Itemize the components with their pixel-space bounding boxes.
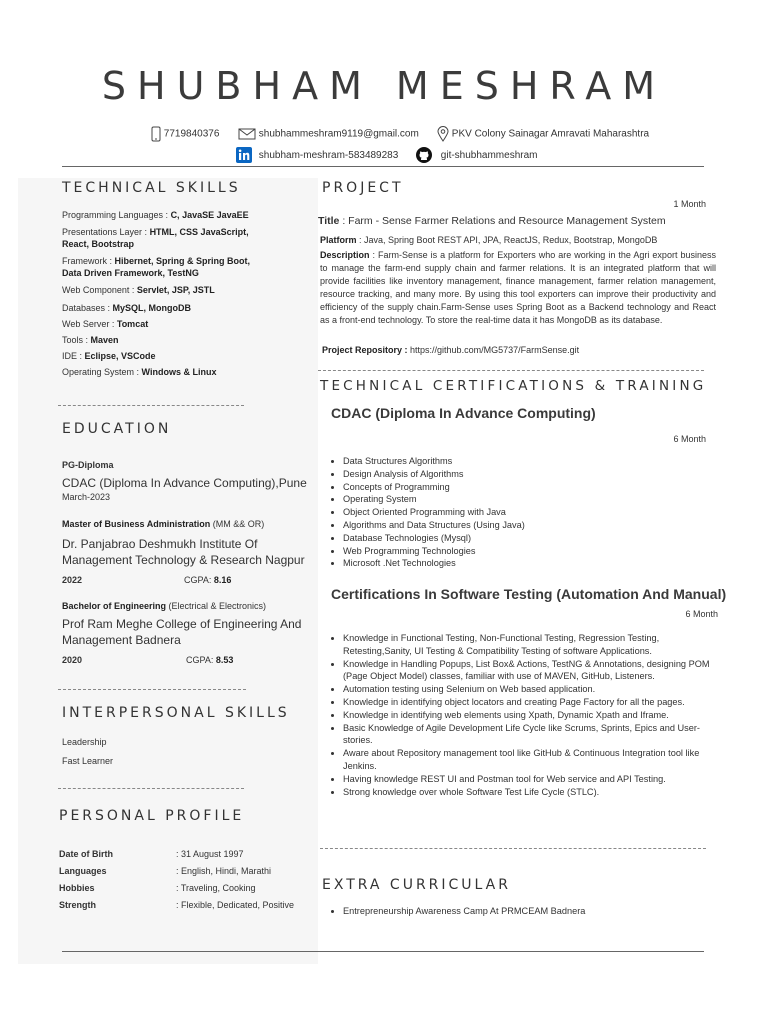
be-title: Bachelor of Engineering (Electrical & Electronics): [62, 601, 267, 611]
mba-cgpa: CGPA: 8.16: [184, 575, 232, 585]
section-divider: [58, 788, 244, 789]
profile-value-dob: : 31 August 1997: [176, 849, 244, 859]
list-item: • Aware about Repository management tool like GitHub & Continuous Integration tool like Jenkins.: [343, 747, 723, 773]
section-divider: [318, 370, 704, 371]
linkedin-handle[interactable]: shubham-meshram-583489283: [258, 149, 399, 161]
list-item: • Knowledge in Functional Testing, Non-Functional Testing, Regression Testing, Retesting,Sanity, UI Testing & Compatibility Testing of software Applications.: [343, 632, 723, 658]
education-heading: EDUCATION: [62, 421, 172, 437]
skill-item: Operating System : Windows & Linux: [62, 367, 217, 377]
section-divider: [58, 405, 244, 406]
phone-icon: [151, 126, 161, 142]
list-item: • Strong knowledge over whole Software Test Life Cycle (STLC).: [343, 786, 723, 799]
skill-item: Presentations Layer : HTML, CSS JavaScript, React, Bootstrap: [62, 227, 249, 249]
list-item: • Knowledge in identifying web elements using Xpath, Dynamic Xpath and Iframe.: [343, 709, 723, 722]
extra-curricular-list: [331, 905, 713, 918]
be-cgpa: CGPA: 8.53: [186, 655, 234, 665]
github-icon: [416, 147, 432, 163]
location-pin-icon: [437, 126, 449, 142]
project-duration: 1 Month: [673, 199, 706, 209]
github-handle[interactable]: git-shubhammeshram: [440, 149, 538, 161]
profile-label-dob: Date of Birth: [59, 849, 113, 859]
email-address[interactable]: shubhammeshram9119@gmail.com: [258, 128, 419, 140]
list-item: • Design Analysis of Algorithms: [343, 468, 713, 481]
profile-value-strength: : Flexible, Dedicated, Positive: [176, 900, 295, 910]
interpersonal-item: Leadership: [62, 737, 107, 747]
testing-title: Certifications In Software Testing (Automation And Manual): [331, 586, 727, 602]
certifications-heading: TECHNICAL CERTIFICATIONS & TRAINING: [320, 378, 707, 394]
address-text: PKV Colony Sainagar Amravati Maharashtra: [451, 128, 650, 140]
address-contact: [437, 126, 649, 142]
profile-value-languages: : English, Hindi, Marathi: [176, 866, 272, 876]
personal-profile-heading: PERSONAL PROFILE: [59, 808, 245, 824]
skill-item: Web Server : Tomcat: [62, 319, 149, 329]
testing-duration: 6 Month: [685, 609, 718, 619]
repository-link[interactable]: https://github.com/MG5737/FarmSense.git: [410, 345, 580, 355]
cdac-title: CDAC (Diploma In Advance Computing): [331, 405, 596, 421]
list-item: • Operating System: [343, 493, 713, 506]
skill-item: Databases : MySQL, MongoDB: [62, 303, 192, 313]
list-item: • Knowledge in identifying object locators and creating Page Factory for all the pages.: [343, 696, 723, 709]
profile-label-strength: Strength: [59, 900, 96, 910]
technical-skills-heading: TECHNICAL SKILLS: [62, 180, 241, 196]
skill-item: Programming Languages : C, JavaSE JavaEE: [62, 210, 249, 220]
list-item: • Concepts of Programming: [343, 481, 713, 494]
interpersonal-item: Fast Learner: [62, 756, 114, 766]
list-item: • Having knowledge REST UI and Postman tool for Web service and API Testing.: [343, 773, 723, 786]
pg-diploma-title: PG-Diploma: [62, 460, 114, 470]
be-college: Prof Ram Meghe College of Engineering And Management Badnera: [62, 617, 302, 647]
profile-value-hobbies: : Traveling, Cooking: [176, 883, 256, 893]
linkedin-icon: [236, 147, 252, 163]
skill-item: Framework : Hibernet, Spring & Spring Boot, Data Driven Framework, TestNG: [62, 256, 251, 278]
profile-label-hobbies: Hobbies: [59, 883, 95, 893]
section-divider: [58, 689, 246, 690]
list-item: • Entrepreneurship Awareness Camp At PRMCEAM Badnera: [343, 905, 713, 918]
list-item: • Web Programming Technologies: [343, 545, 713, 558]
skill-item: Web Component : Servlet, JSP, JSTL: [62, 285, 215, 295]
cdac-duration: 6 Month: [673, 434, 706, 444]
email-contact: [238, 128, 419, 140]
candidate-name: SHUBHAM MESHRAM: [101, 64, 667, 108]
be-year: 2020: [62, 655, 83, 665]
list-item: • Database Technologies (Mysql): [343, 532, 713, 545]
list-item: • Knowledge in Handling Popups, List Box& Actions, TestNG & Annotations, designing POM (Page Object Model) classes, familiar with use of MAVEN, GitHub, Listeners.: [343, 658, 723, 684]
pg-diploma-date: March-2023: [62, 492, 111, 502]
pg-diploma-course: CDAC (Diploma In Advance Computing),Pune: [62, 476, 307, 490]
phone-contact: [151, 126, 219, 142]
email-icon: [238, 128, 256, 140]
project-heading: PROJECT: [322, 180, 404, 196]
list-item: • Basic Knowledge of Agile Development Life Cycle like Scrums, Sprints, Epics and User-stories.: [343, 722, 723, 748]
list-item: • Data Structures Algorithms: [343, 455, 713, 468]
extra-curricular-heading: EXTRA CURRICULAR: [322, 877, 511, 893]
project-title: Title : Farm - Sense Farmer Relations and Resource Management System: [318, 215, 666, 227]
phone-number: 7719840376: [163, 128, 220, 140]
list-item: • Microsoft .Net Technologies: [343, 557, 713, 570]
project-platform: Platform : Java, Spring Boot REST API, JPA, ReactJS, Redux, Bootstrap, MongoDB: [320, 235, 658, 245]
list-item: • Algorithms and Data Structures (Using Java): [343, 519, 713, 532]
profile-label-languages: Languages: [59, 866, 107, 876]
list-item: • Automation testing using Selenium on Web based application.: [343, 683, 723, 696]
technical-skills-list: [62, 209, 272, 378]
list-item: • Object Oriented Programming with Java: [343, 506, 713, 519]
linkedin-contact: [236, 147, 398, 163]
testing-topics-list: [331, 632, 723, 798]
header-divider: [62, 166, 704, 167]
footer-divider: [62, 951, 704, 952]
project-description: Description : Farm-Sense is a platform for Exporters who are working in the Agri export business to manage the farm-end supply chain and farmer relations. It is an integrated platform that will provide facilities like inventory management, finance management, farmer relation management, resource tracking, and many more. By using this tool exporters can improve their productivity and efficiency of the supply chain.Farm-Sense uses Spring Boot as a Backend technology and React as a front-end technology. To store the real-time data it has MongoDB as its database.: [320, 250, 716, 325]
github-contact: [416, 147, 538, 163]
skill-item: Tools : Maven: [62, 335, 119, 345]
interpersonal-skills-heading: INTERPERSONAL SKILLS: [62, 705, 290, 721]
mba-year: 2022: [62, 575, 83, 585]
mba-title: Master of Business Administration (MM && OR): [62, 519, 265, 529]
section-divider: [320, 848, 706, 849]
skill-item: IDE : Eclipse, VSCode: [62, 351, 156, 361]
cdac-topics-list: [331, 455, 713, 570]
project-repository: Project Repository : https://github.com/MG5737/FarmSense.git: [322, 345, 580, 355]
mba-college: Dr. Panjabrao Deshmukh Institute Of Management Technology & Research Nagpur: [62, 537, 305, 567]
